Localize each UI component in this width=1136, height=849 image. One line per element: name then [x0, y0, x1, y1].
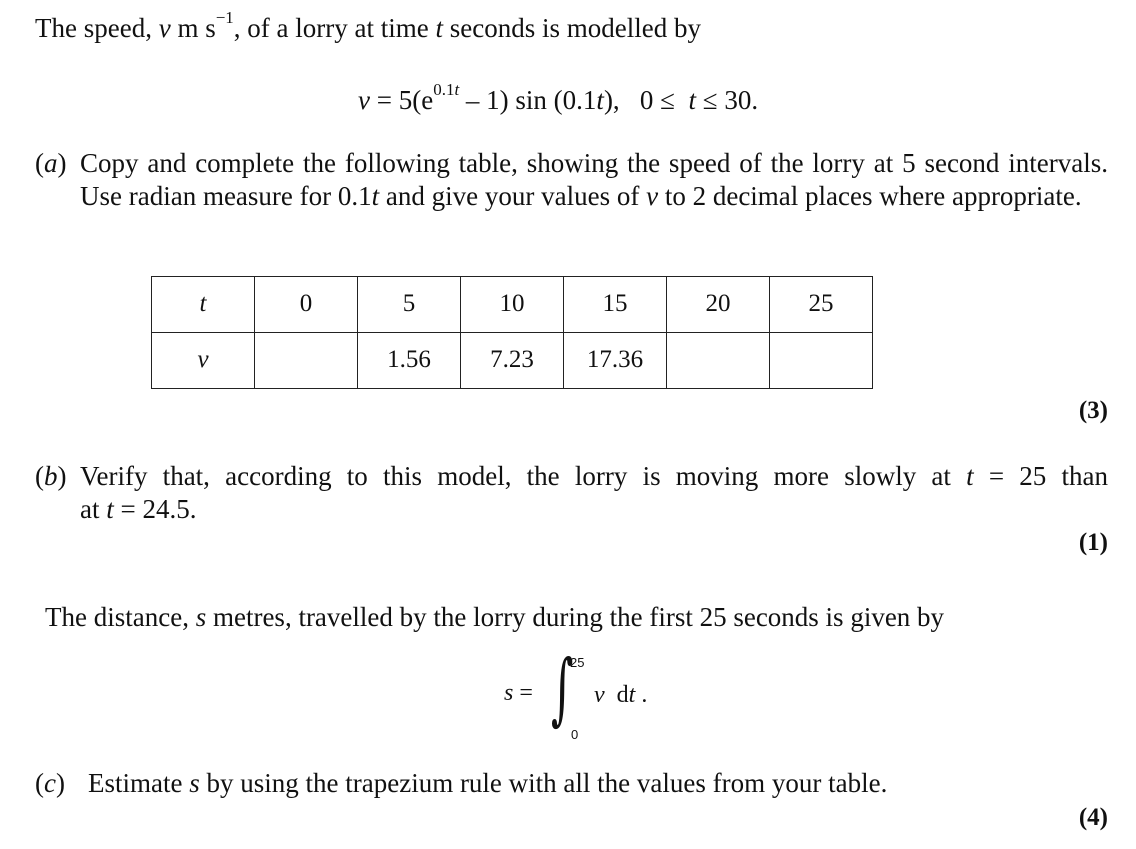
integral-lhs: s = [504, 680, 533, 706]
part-a-text: Copy and complete the following table, showing the speed of the lorry at 5 second intervals. Use radian measure for 0.1t and give your values of v to 2 decimal places where appropriate. [80, 148, 1108, 211]
part-a-label: (a) [35, 148, 67, 178]
distance-text: The distance, s metres, travelled by the lorry during the first 25 seconds is given by [45, 602, 945, 632]
table-row-v [152, 333, 873, 389]
v-cell: 1.56 [358, 333, 461, 389]
v-cell: 17.36 [564, 333, 667, 389]
v-cell [667, 333, 770, 389]
table-row-t [152, 277, 873, 333]
part-b-label: (b) [35, 461, 67, 491]
integral-sign-icon: ∫ [551, 644, 574, 734]
t-cell: 15 [564, 277, 667, 333]
part-c-label: (c) [35, 768, 65, 798]
values-table [151, 276, 873, 389]
v-cell: 7.23 [461, 333, 564, 389]
model-equation: $v = 5(e^{0.1t} - 1)$ sin (0.1t), 0 ≤ t ≤ 30. [358, 80, 759, 115]
t-cell: 25 [770, 277, 873, 333]
integral-lower-limit: 0 [571, 727, 579, 742]
t-cell: 0 [255, 277, 358, 333]
part-c-marks: (4) [1078, 804, 1108, 831]
t-cell: 5 [358, 277, 461, 333]
part-c-text: Estimate s by using the trapezium rule with all the values from your table. [88, 768, 888, 798]
part-a-marks: (3) [1078, 397, 1108, 424]
table-header-t: t [152, 277, 255, 333]
part-b-marks: (1) [1078, 529, 1108, 556]
intro-text: The speed, v m $s^{-1}$, of a lorry at time t seconds is modelled by [35, 8, 701, 43]
integrand: v dt . [594, 682, 648, 708]
part-b-text: Verify that, according to this model, the lorry is moving more slowly at t = 25 than at t = 24.5. [80, 461, 1108, 524]
integral-upper-limit: 25 [570, 655, 585, 670]
table-header-v: v [152, 333, 255, 389]
v-cell [255, 333, 358, 389]
t-cell: 20 [667, 277, 770, 333]
t-cell: 10 [461, 277, 564, 333]
v-cell [770, 333, 873, 389]
